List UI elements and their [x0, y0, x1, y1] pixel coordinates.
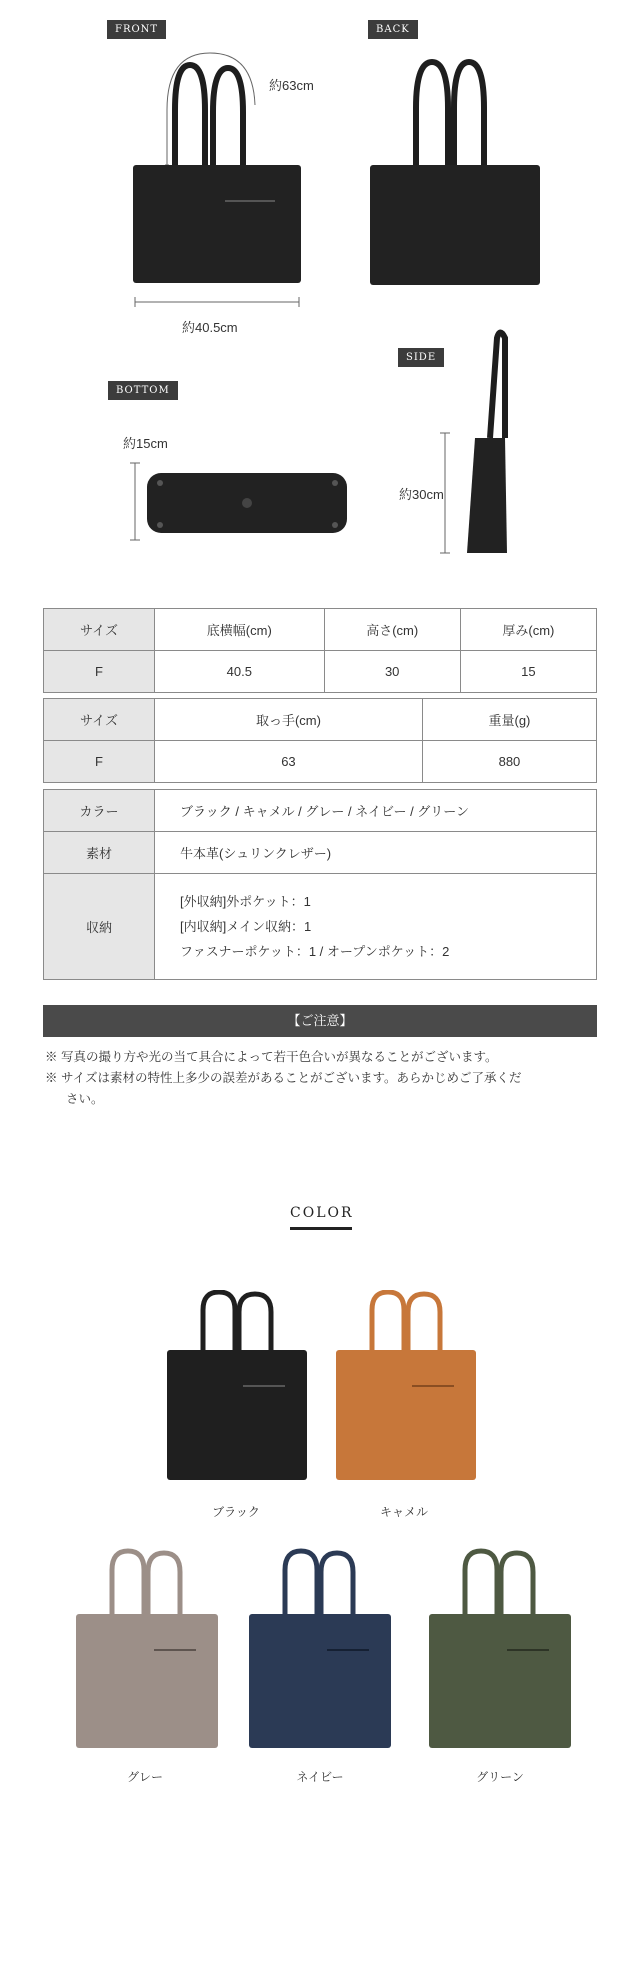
color-swatch-navy: [245, 1548, 395, 1758]
notice-line: ※ 写真の撮り方や光の当て具合によって若干色合いが異なることがございます。: [45, 1050, 498, 1064]
color-name: グレー: [126, 1770, 163, 1784]
front-view-tag: FRONT: [107, 20, 166, 39]
handle-length-label: 約63cm: [269, 78, 314, 93]
size-table: [43, 608, 597, 693]
table-header: 取っ手(cm): [155, 699, 423, 741]
table-cell: ブラック / キャメル / グレー / ネイビー / グリーン: [155, 790, 597, 832]
title-underline: [290, 1227, 352, 1230]
table-cell: [155, 874, 597, 980]
notice-line: ※ サイズは素材の特性上多少の誤差があることがございます。あらかじめご了承くだ: [45, 1071, 522, 1085]
color-name: キャメル: [379, 1505, 428, 1519]
depth-label: 約15cm: [123, 436, 168, 451]
side-view-tag: SIDE: [398, 348, 444, 367]
table-cell: 63: [155, 741, 423, 783]
color-section-title: COLOR: [290, 1205, 354, 1221]
color-swatch-camel: [332, 1290, 482, 1490]
table-cell: 30: [324, 651, 460, 693]
table-cell: F: [44, 741, 155, 783]
notice-title: 【ご注意】: [43, 1005, 597, 1037]
table-header: 高さ(cm): [324, 609, 460, 651]
table-cell: 880: [422, 741, 596, 783]
color-swatch-black: [163, 1290, 313, 1490]
back-bag-image: [366, 50, 546, 290]
table-cell: F: [44, 651, 155, 693]
table-cell: 牛本革(シュリンクレザー): [155, 832, 597, 874]
table-header: 収納: [44, 874, 155, 980]
width-label: 約40.5cm: [182, 320, 238, 335]
detail-table: [43, 789, 597, 980]
color-swatch-green: [425, 1548, 575, 1758]
table-header: 重量(g): [422, 699, 596, 741]
color-name: ブラック: [212, 1505, 260, 1519]
table-header: 底横幅(cm): [155, 609, 325, 651]
storage-line: [内収納]メイン収納：1: [180, 919, 312, 934]
storage-line: ファスナーポケット：1 / オープンポケット：2: [180, 944, 450, 959]
height-label: 約30cm: [399, 487, 444, 502]
side-bag-image: [435, 323, 545, 558]
handle-weight-table: [43, 698, 597, 783]
bottom-view-tag: BOTTOM: [108, 381, 178, 400]
table-header: カラー: [44, 790, 155, 832]
color-swatch-gray: [72, 1548, 222, 1758]
table-cell: 40.5: [155, 651, 325, 693]
storage-line: [外収納]外ポケット：1: [180, 894, 311, 909]
table-header: サイズ: [44, 609, 155, 651]
back-view-tag: BACK: [368, 20, 418, 39]
color-name: ネイビー: [296, 1770, 344, 1784]
notice-line: さい。: [66, 1092, 104, 1106]
bottom-bag-image: [115, 445, 355, 550]
table-cell: 15: [460, 651, 596, 693]
table-header: 素材: [44, 832, 155, 874]
table-header: サイズ: [44, 699, 155, 741]
table-header: 厚み(cm): [460, 609, 596, 651]
color-name: グリーン: [476, 1770, 524, 1784]
